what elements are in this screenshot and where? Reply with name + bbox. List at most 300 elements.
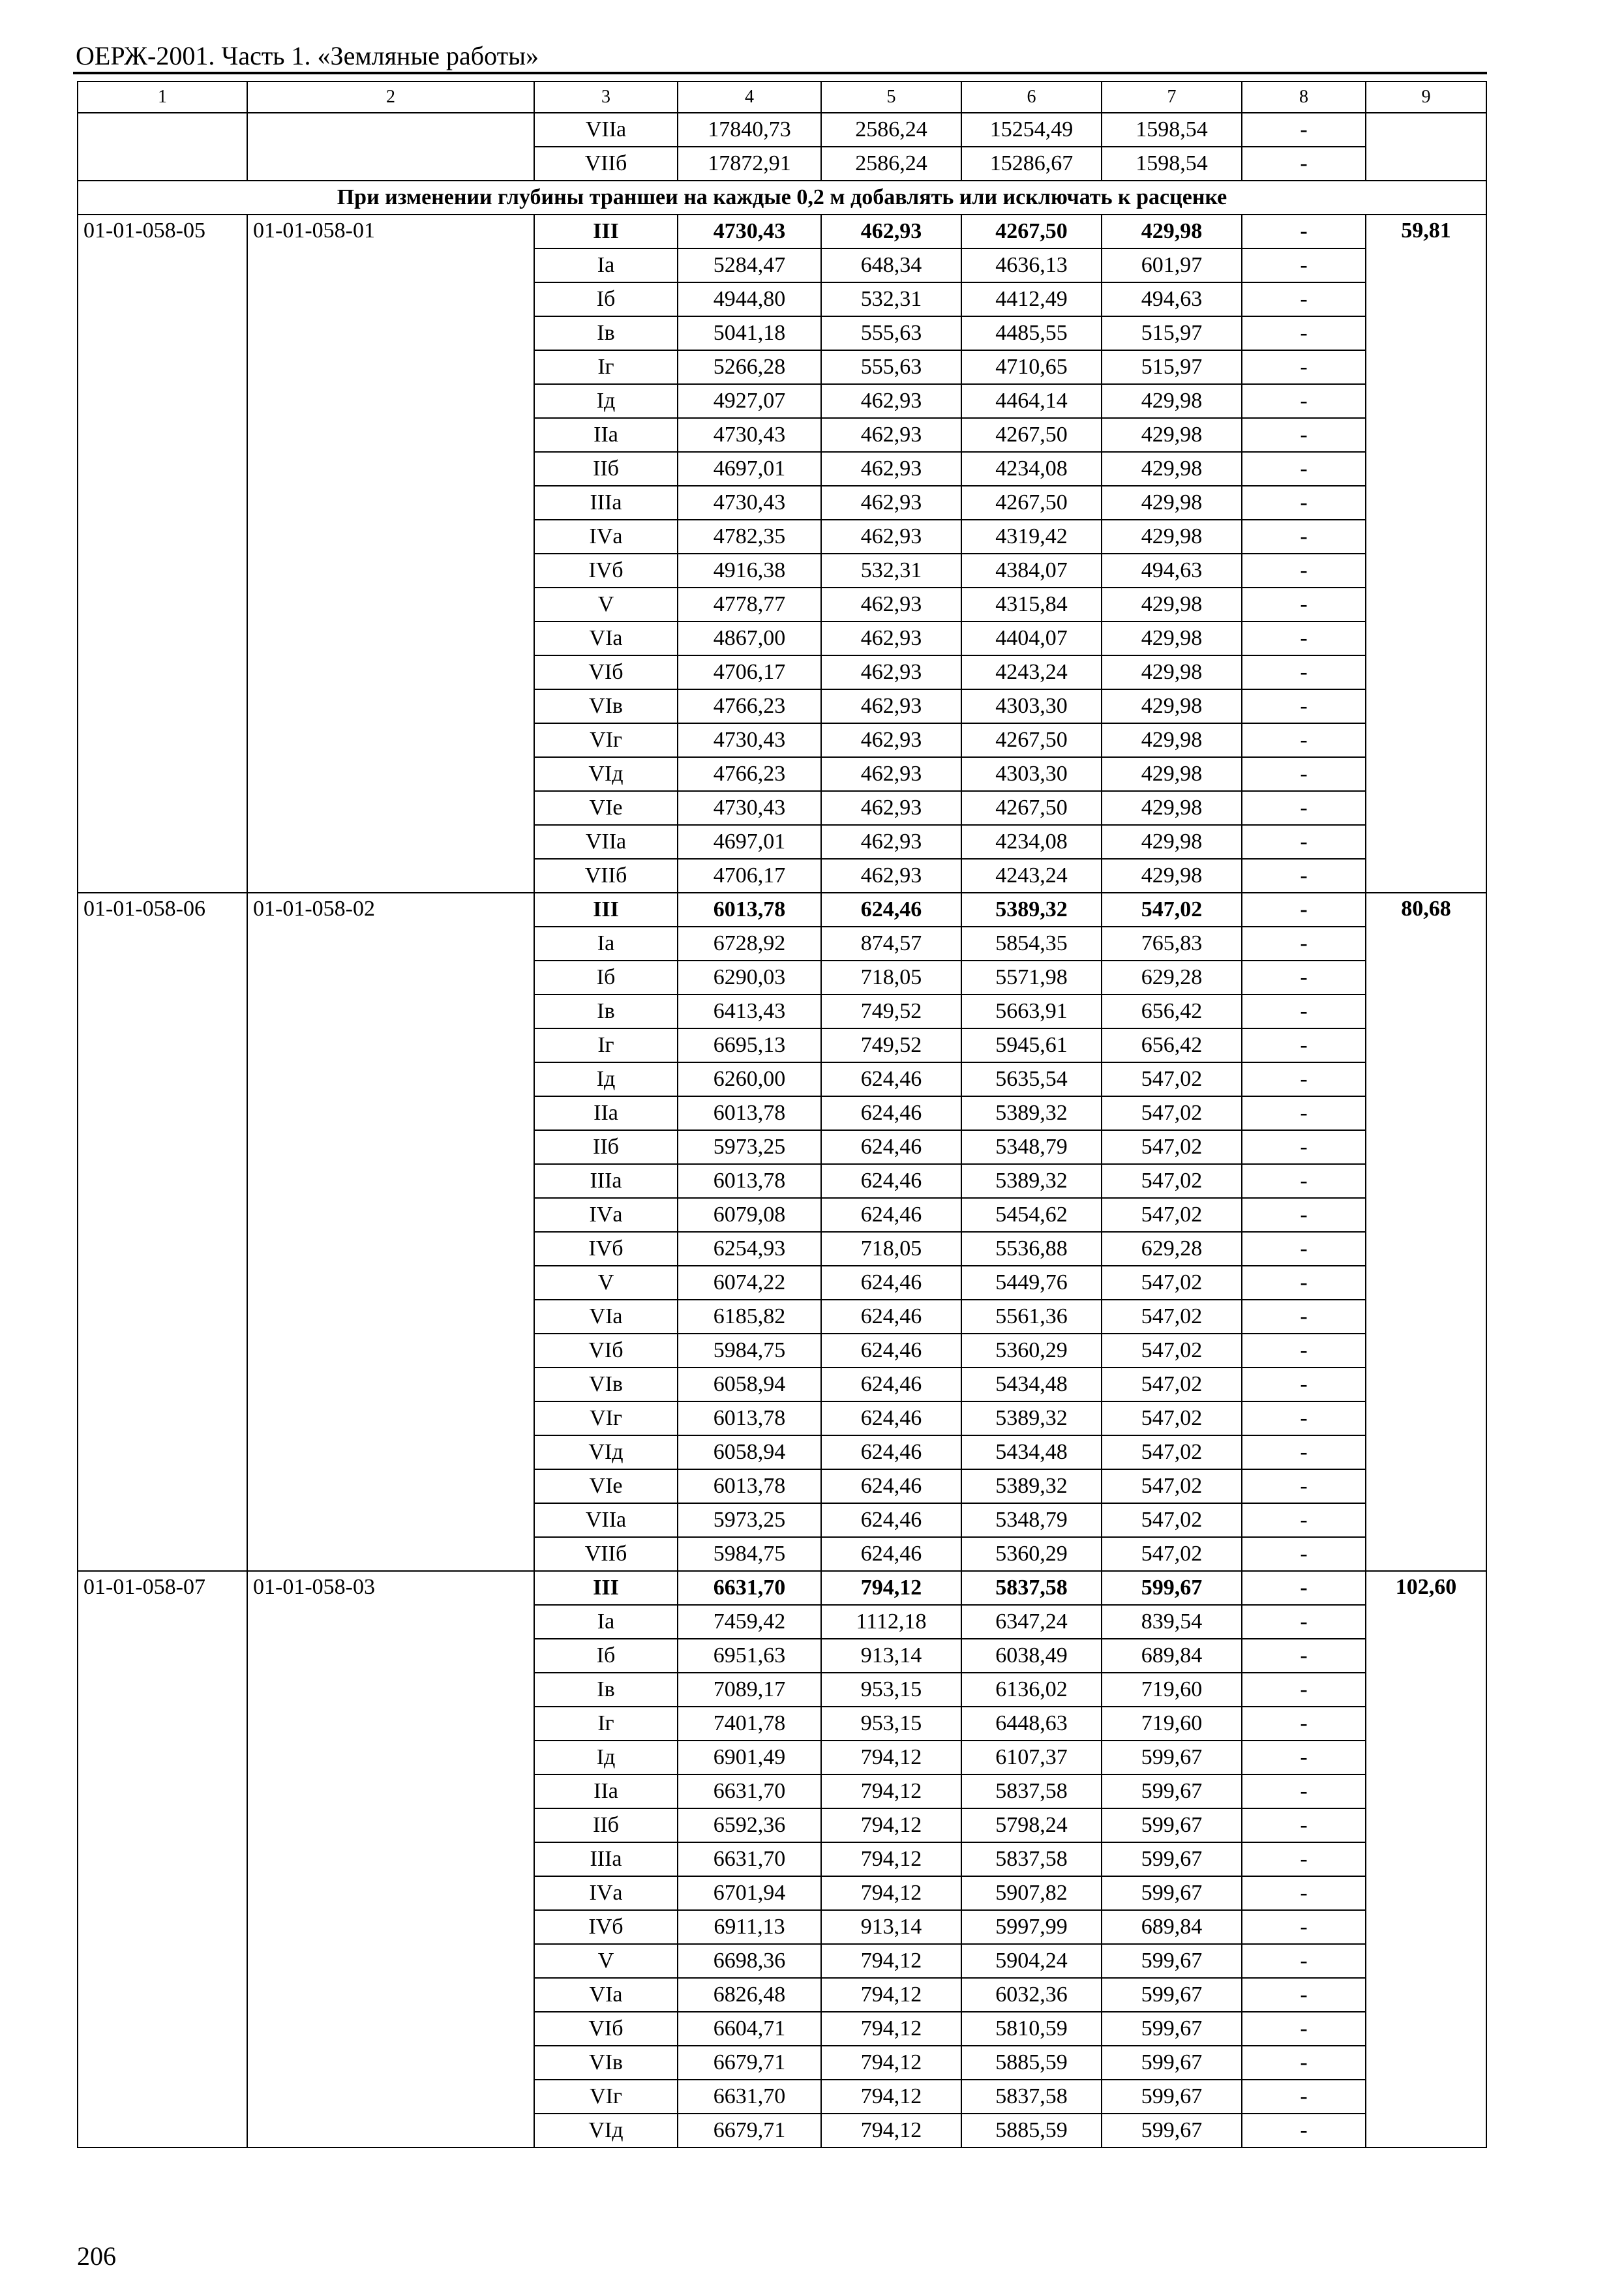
rate-code: 01-01-058-07 bbox=[78, 1571, 247, 2147]
value-cell: - bbox=[1242, 1944, 1366, 1978]
value-cell: - bbox=[1242, 588, 1366, 621]
value-cell: 1598,54 bbox=[1102, 147, 1242, 181]
value-cell: 794,12 bbox=[821, 1774, 961, 1808]
value-cell: 429,98 bbox=[1102, 384, 1242, 418]
value-cell: 4730,43 bbox=[678, 486, 821, 520]
value-cell: 532,31 bbox=[821, 554, 961, 588]
value-cell: - bbox=[1242, 418, 1366, 452]
value-cell: 5360,29 bbox=[961, 1334, 1102, 1368]
value-cell: 4867,00 bbox=[678, 621, 821, 655]
value-cell: 6951,63 bbox=[678, 1639, 821, 1673]
value-cell: 4267,50 bbox=[961, 418, 1102, 452]
value-cell: 599,67 bbox=[1102, 1978, 1242, 2012]
value-cell: 5837,58 bbox=[961, 1842, 1102, 1876]
value-cell: 794,12 bbox=[821, 2012, 961, 2046]
value-cell: 624,46 bbox=[821, 1300, 961, 1334]
value-cell: 5984,75 bbox=[678, 1334, 821, 1368]
value-cell: 624,46 bbox=[821, 1368, 961, 1401]
value-cell: 599,67 bbox=[1102, 2080, 1242, 2114]
value-cell: 6448,63 bbox=[961, 1707, 1102, 1741]
value-cell: 547,02 bbox=[1102, 1503, 1242, 1537]
value-cell: 462,93 bbox=[821, 723, 961, 757]
value-cell: 494,63 bbox=[1102, 282, 1242, 316]
value-cell: 4234,08 bbox=[961, 452, 1102, 486]
value-cell: - bbox=[1242, 1876, 1366, 1910]
value-cell: 429,98 bbox=[1102, 689, 1242, 723]
value-cell: 429,98 bbox=[1102, 452, 1242, 486]
value-cell: 5449,76 bbox=[961, 1266, 1102, 1300]
value-cell: 4730,43 bbox=[678, 418, 821, 452]
value-cell: 5389,32 bbox=[961, 1164, 1102, 1198]
value-cell: 547,02 bbox=[1102, 1266, 1242, 1300]
value-cell: 6290,03 bbox=[678, 961, 821, 995]
value-cell: - bbox=[1242, 1605, 1366, 1639]
value-cell: 913,14 bbox=[821, 1639, 961, 1673]
value-cell: 599,67 bbox=[1102, 2114, 1242, 2147]
value-cell: VIIа bbox=[534, 1503, 678, 1537]
value-cell: 6136,02 bbox=[961, 1673, 1102, 1707]
value-cell: 4315,84 bbox=[961, 588, 1102, 621]
value-cell: 429,98 bbox=[1102, 655, 1242, 689]
value-cell: 749,52 bbox=[821, 1028, 961, 1062]
section-banner: При изменении глубины траншеи на каждые 0,2 м добавлять или исключать к расценке bbox=[78, 181, 1486, 215]
value-cell: 7459,42 bbox=[678, 1605, 821, 1639]
value-cell: IIа bbox=[534, 418, 678, 452]
value-cell: - bbox=[1242, 961, 1366, 995]
value-cell: 547,02 bbox=[1102, 1096, 1242, 1130]
value-cell: 719,60 bbox=[1102, 1673, 1242, 1707]
table-row bbox=[78, 113, 1486, 147]
value-cell: 6679,71 bbox=[678, 2046, 821, 2080]
value-cell: 1598,54 bbox=[1102, 113, 1242, 147]
value-cell: IVб bbox=[534, 1232, 678, 1266]
value-cell: 5635,54 bbox=[961, 1062, 1102, 1096]
value-cell: 5561,36 bbox=[961, 1300, 1102, 1334]
value-cell: - bbox=[1242, 995, 1366, 1028]
value-cell: 15254,49 bbox=[961, 113, 1102, 147]
value-cell: 4778,77 bbox=[678, 588, 821, 621]
value-cell: III bbox=[534, 215, 678, 248]
base-rate-code: 01-01-058-03 bbox=[247, 1571, 534, 2147]
value-cell: 547,02 bbox=[1102, 1334, 1242, 1368]
value-cell: 5041,18 bbox=[678, 316, 821, 350]
value-cell: 6826,48 bbox=[678, 1978, 821, 2012]
value-cell: 4782,35 bbox=[678, 520, 821, 554]
value-cell: 462,93 bbox=[821, 859, 961, 893]
value-cell: 624,46 bbox=[821, 1334, 961, 1368]
value-cell: - bbox=[1242, 350, 1366, 384]
value-cell: 689,84 bbox=[1102, 1639, 1242, 1673]
value-cell: - bbox=[1242, 927, 1366, 961]
value-cell: - bbox=[1242, 893, 1366, 927]
value-cell: - bbox=[1242, 1062, 1366, 1096]
value-cell: - bbox=[1242, 1028, 1366, 1062]
value-cell: 624,46 bbox=[821, 1062, 961, 1096]
value-cell: 4267,50 bbox=[961, 791, 1102, 825]
value-cell: 6074,22 bbox=[678, 1266, 821, 1300]
value-cell: 953,15 bbox=[821, 1673, 961, 1707]
rates-table-container bbox=[77, 81, 1486, 2148]
value-cell: 4267,50 bbox=[961, 215, 1102, 248]
value-cell: 4243,24 bbox=[961, 859, 1102, 893]
value-cell: - bbox=[1242, 2080, 1366, 2114]
value-cell: VIа bbox=[534, 1300, 678, 1334]
rate-code: 01-01-058-05 bbox=[78, 215, 247, 893]
value-cell: VIIб bbox=[534, 859, 678, 893]
value-cell: 599,67 bbox=[1102, 2012, 1242, 2046]
value-cell: - bbox=[1242, 282, 1366, 316]
value-cell: 462,93 bbox=[821, 418, 961, 452]
value-cell: 429,98 bbox=[1102, 757, 1242, 791]
value-cell: - bbox=[1242, 384, 1366, 418]
value-cell: 953,15 bbox=[821, 1707, 961, 1741]
value-cell: 2586,24 bbox=[821, 113, 961, 147]
value-cell: IVб bbox=[534, 1910, 678, 1944]
value-cell: 4319,42 bbox=[961, 520, 1102, 554]
value-cell: - bbox=[1242, 2114, 1366, 2147]
value-cell: - bbox=[1242, 1164, 1366, 1198]
value-cell: 913,14 bbox=[821, 1910, 961, 1944]
value-cell: 547,02 bbox=[1102, 1537, 1242, 1571]
value-cell: IVб bbox=[534, 554, 678, 588]
value-cell: 5810,59 bbox=[961, 2012, 1102, 2046]
value-cell: 6185,82 bbox=[678, 1300, 821, 1334]
value-cell: 6592,36 bbox=[678, 1808, 821, 1842]
value-cell: - bbox=[1242, 621, 1366, 655]
value-cell: 794,12 bbox=[821, 1842, 961, 1876]
value-cell: 547,02 bbox=[1102, 893, 1242, 927]
value-cell: 6013,78 bbox=[678, 1096, 821, 1130]
value-cell: 547,02 bbox=[1102, 1062, 1242, 1096]
value-cell: - bbox=[1242, 1707, 1366, 1741]
value-cell: VIб bbox=[534, 655, 678, 689]
table-body bbox=[78, 113, 1486, 2147]
value-cell: 624,46 bbox=[821, 1469, 961, 1503]
value-cell: 6728,92 bbox=[678, 927, 821, 961]
value-cell: - bbox=[1242, 1368, 1366, 1401]
value-cell: 6058,94 bbox=[678, 1368, 821, 1401]
table-row-main bbox=[78, 215, 1486, 248]
table-row-main bbox=[78, 893, 1486, 927]
value-cell: 462,93 bbox=[821, 757, 961, 791]
value-cell: 462,93 bbox=[821, 689, 961, 723]
value-cell: 624,46 bbox=[821, 1537, 961, 1571]
column-header: 6 bbox=[961, 82, 1102, 113]
value-cell: 624,46 bbox=[821, 1130, 961, 1164]
value-cell: - bbox=[1242, 689, 1366, 723]
value-cell: 874,57 bbox=[821, 927, 961, 961]
value-cell: IIIа bbox=[534, 486, 678, 520]
rates-table bbox=[77, 81, 1487, 2148]
table-row-main bbox=[78, 1571, 1486, 1605]
value-cell: 624,46 bbox=[821, 1503, 961, 1537]
value-cell: 624,46 bbox=[821, 1435, 961, 1469]
value-cell: V bbox=[534, 1266, 678, 1300]
value-cell: 429,98 bbox=[1102, 486, 1242, 520]
column-header: 8 bbox=[1242, 82, 1366, 113]
value-cell: VIг bbox=[534, 723, 678, 757]
value-cell: 5837,58 bbox=[961, 1774, 1102, 1808]
column-header: 7 bbox=[1102, 82, 1242, 113]
value-cell: 4384,07 bbox=[961, 554, 1102, 588]
value-cell: 547,02 bbox=[1102, 1368, 1242, 1401]
value-cell: - bbox=[1242, 1334, 1366, 1368]
base-rate-code: 01-01-058-02 bbox=[247, 893, 534, 1571]
value-cell: 5798,24 bbox=[961, 1808, 1102, 1842]
value-cell: 4267,50 bbox=[961, 486, 1102, 520]
value-cell: - bbox=[1242, 215, 1366, 248]
value-cell: 5837,58 bbox=[961, 1571, 1102, 1605]
value-cell: 624,46 bbox=[821, 893, 961, 927]
value-cell: 6701,94 bbox=[678, 1876, 821, 1910]
value-cell: 429,98 bbox=[1102, 859, 1242, 893]
value-cell: - bbox=[1242, 1978, 1366, 2012]
value-cell: 5973,25 bbox=[678, 1130, 821, 1164]
value-cell: 6631,70 bbox=[678, 1774, 821, 1808]
value-cell: - bbox=[1242, 1842, 1366, 1876]
value-cell: 6698,36 bbox=[678, 1944, 821, 1978]
value-cell: 6013,78 bbox=[678, 893, 821, 927]
column-number-row bbox=[78, 82, 1486, 113]
rate-code: 01-01-058-06 bbox=[78, 893, 247, 1571]
value-cell: 5284,47 bbox=[678, 248, 821, 282]
value-cell: 515,97 bbox=[1102, 350, 1242, 384]
value-cell: - bbox=[1242, 1198, 1366, 1232]
value-cell: 4766,23 bbox=[678, 757, 821, 791]
value-cell: 599,67 bbox=[1102, 1876, 1242, 1910]
value-cell: 6695,13 bbox=[678, 1028, 821, 1062]
value-cell: - bbox=[1242, 1469, 1366, 1503]
value-cell: 6013,78 bbox=[678, 1401, 821, 1435]
value-cell: 462,93 bbox=[821, 588, 961, 621]
value-cell: 5904,24 bbox=[961, 1944, 1102, 1978]
value-cell: - bbox=[1242, 486, 1366, 520]
value-cell: 462,93 bbox=[821, 825, 961, 859]
value-cell: 429,98 bbox=[1102, 825, 1242, 859]
value-cell: Iг bbox=[534, 1028, 678, 1062]
column-header: 9 bbox=[1366, 82, 1486, 113]
value-cell: Iг bbox=[534, 350, 678, 384]
value-cell: - bbox=[1242, 248, 1366, 282]
value-cell: 4303,30 bbox=[961, 757, 1102, 791]
value-cell: 656,42 bbox=[1102, 1028, 1242, 1062]
value-cell: 5984,75 bbox=[678, 1537, 821, 1571]
value-cell: 6032,36 bbox=[961, 1978, 1102, 2012]
value-cell: 429,98 bbox=[1102, 723, 1242, 757]
value-cell: - bbox=[1242, 2012, 1366, 2046]
value-cell: III bbox=[534, 1571, 678, 1605]
page-header bbox=[73, 37, 1487, 74]
value-cell: - bbox=[1242, 1300, 1366, 1334]
value-cell: - bbox=[1242, 859, 1366, 893]
value-cell: 5945,61 bbox=[961, 1028, 1102, 1062]
value-cell: 6631,70 bbox=[678, 1571, 821, 1605]
value-cell: - bbox=[1242, 1435, 1366, 1469]
value-cell: - bbox=[1242, 723, 1366, 757]
value-cell: 5389,32 bbox=[961, 1401, 1102, 1435]
value-cell: VIIа bbox=[534, 825, 678, 859]
value-cell: 17840,73 bbox=[678, 113, 821, 147]
value-cell: - bbox=[1242, 1096, 1366, 1130]
value-cell: - bbox=[1242, 1571, 1366, 1605]
value-cell: 429,98 bbox=[1102, 215, 1242, 248]
value-cell: 5454,62 bbox=[961, 1198, 1102, 1232]
section-banner-row bbox=[78, 181, 1486, 215]
value-cell: Iв bbox=[534, 995, 678, 1028]
value-cell: Iб bbox=[534, 1639, 678, 1673]
value-cell: VIд bbox=[534, 2114, 678, 2147]
value-cell: 4464,14 bbox=[961, 384, 1102, 418]
value-cell: 719,60 bbox=[1102, 1707, 1242, 1741]
value-cell: 599,67 bbox=[1102, 1808, 1242, 1842]
value-cell: 624,46 bbox=[821, 1164, 961, 1198]
value-cell: VIд bbox=[534, 1435, 678, 1469]
value-cell: 7089,17 bbox=[678, 1673, 821, 1707]
value-cell: 794,12 bbox=[821, 1978, 961, 2012]
value-cell: 6107,37 bbox=[961, 1741, 1102, 1774]
column-header: 3 bbox=[534, 82, 678, 113]
value-cell: 2586,24 bbox=[821, 147, 961, 181]
value-cell: 429,98 bbox=[1102, 520, 1242, 554]
value-cell: VIб bbox=[534, 1334, 678, 1368]
value-cell: 5389,32 bbox=[961, 893, 1102, 927]
value-cell: 5434,48 bbox=[961, 1435, 1102, 1469]
value-cell: 6631,70 bbox=[678, 1842, 821, 1876]
value-cell: III bbox=[534, 893, 678, 927]
value-cell: 462,93 bbox=[821, 621, 961, 655]
value-cell: 547,02 bbox=[1102, 1300, 1242, 1334]
value-cell: 599,67 bbox=[1102, 1741, 1242, 1774]
value-cell: 462,93 bbox=[821, 384, 961, 418]
value-cell: 599,67 bbox=[1102, 1774, 1242, 1808]
value-cell: 656,42 bbox=[1102, 995, 1242, 1028]
value-cell: - bbox=[1242, 1639, 1366, 1673]
value-cell: 5837,58 bbox=[961, 2080, 1102, 2114]
value-cell: 599,67 bbox=[1102, 1944, 1242, 1978]
value-cell: - bbox=[1242, 757, 1366, 791]
value-cell: IIа bbox=[534, 1774, 678, 1808]
value-cell: 547,02 bbox=[1102, 1164, 1242, 1198]
value-cell: 515,97 bbox=[1102, 316, 1242, 350]
document-title: ОЕРЖ-2001. Часть 1. «Земляные работы» bbox=[76, 41, 539, 70]
value-cell: 547,02 bbox=[1102, 1435, 1242, 1469]
column-header: 2 bbox=[247, 82, 534, 113]
column-header: 1 bbox=[78, 82, 247, 113]
value-cell: 1112,18 bbox=[821, 1605, 961, 1639]
page-number: 206 bbox=[77, 2241, 116, 2271]
value-cell: 429,98 bbox=[1102, 621, 1242, 655]
value-cell: 624,46 bbox=[821, 1198, 961, 1232]
value-cell: 4766,23 bbox=[678, 689, 821, 723]
value-cell: 4710,65 bbox=[961, 350, 1102, 384]
value-cell: 599,67 bbox=[1102, 2046, 1242, 2080]
value-cell: 599,67 bbox=[1102, 1571, 1242, 1605]
value-cell: Iв bbox=[534, 316, 678, 350]
value-cell: 4916,38 bbox=[678, 554, 821, 588]
col9-value: 80,68 bbox=[1366, 893, 1486, 1571]
value-cell: 718,05 bbox=[821, 1232, 961, 1266]
value-cell: IVа bbox=[534, 520, 678, 554]
value-cell: Iб bbox=[534, 282, 678, 316]
value-cell: 6254,93 bbox=[678, 1232, 821, 1266]
value-cell: - bbox=[1242, 1774, 1366, 1808]
value-cell: Iд bbox=[534, 1062, 678, 1096]
col9-value: 59,81 bbox=[1366, 215, 1486, 893]
value-cell: Iд bbox=[534, 384, 678, 418]
value-cell: Iа bbox=[534, 1605, 678, 1639]
base-code-cell bbox=[247, 113, 534, 181]
value-cell: IIIа bbox=[534, 1842, 678, 1876]
value-cell: 6604,71 bbox=[678, 2012, 821, 2046]
value-cell: 4243,24 bbox=[961, 655, 1102, 689]
value-cell: Iд bbox=[534, 1741, 678, 1774]
value-cell: 429,98 bbox=[1102, 791, 1242, 825]
value-cell: 5434,48 bbox=[961, 1368, 1102, 1401]
value-cell: 462,93 bbox=[821, 215, 961, 248]
value-cell: 5389,32 bbox=[961, 1469, 1102, 1503]
value-cell: - bbox=[1242, 1537, 1366, 1571]
code-cell bbox=[78, 113, 247, 181]
value-cell: 624,46 bbox=[821, 1401, 961, 1435]
value-cell: 6413,43 bbox=[678, 995, 821, 1028]
value-cell: - bbox=[1242, 147, 1366, 181]
value-cell: - bbox=[1242, 1130, 1366, 1164]
value-cell: 629,28 bbox=[1102, 961, 1242, 995]
value-cell: IIб bbox=[534, 1130, 678, 1164]
value-cell: 5885,59 bbox=[961, 2046, 1102, 2080]
value-cell: 794,12 bbox=[821, 2114, 961, 2147]
value-cell: 5663,91 bbox=[961, 995, 1102, 1028]
value-cell: IVа bbox=[534, 1876, 678, 1910]
value-cell: 4730,43 bbox=[678, 791, 821, 825]
value-cell: 6013,78 bbox=[678, 1469, 821, 1503]
value-cell: V bbox=[534, 1944, 678, 1978]
value-cell: 5973,25 bbox=[678, 1503, 821, 1537]
value-cell: 547,02 bbox=[1102, 1469, 1242, 1503]
value-cell: 6901,49 bbox=[678, 1741, 821, 1774]
value-cell: 5854,35 bbox=[961, 927, 1102, 961]
value-cell: 5997,99 bbox=[961, 1910, 1102, 1944]
value-cell: 462,93 bbox=[821, 520, 961, 554]
value-cell: 624,46 bbox=[821, 1266, 961, 1300]
value-cell: 429,98 bbox=[1102, 418, 1242, 452]
value-cell: 555,63 bbox=[821, 350, 961, 384]
value-cell: VIв bbox=[534, 2046, 678, 2080]
value-cell: VIе bbox=[534, 1469, 678, 1503]
column-header: 4 bbox=[678, 82, 821, 113]
value-cell: 794,12 bbox=[821, 1808, 961, 1842]
value-cell: 4267,50 bbox=[961, 723, 1102, 757]
value-cell: VIIа bbox=[534, 113, 678, 147]
value-cell: 794,12 bbox=[821, 2046, 961, 2080]
value-cell: 462,93 bbox=[821, 791, 961, 825]
value-cell: 547,02 bbox=[1102, 1198, 1242, 1232]
value-cell: - bbox=[1242, 655, 1366, 689]
value-cell: 6911,13 bbox=[678, 1910, 821, 1944]
value-cell: 689,84 bbox=[1102, 1910, 1242, 1944]
value-cell: 601,97 bbox=[1102, 248, 1242, 282]
value-cell: 4697,01 bbox=[678, 825, 821, 859]
value-cell: 749,52 bbox=[821, 995, 961, 1028]
value-cell: IVа bbox=[534, 1198, 678, 1232]
value-cell: Iа bbox=[534, 927, 678, 961]
value-cell: 6631,70 bbox=[678, 2080, 821, 2114]
value-cell: - bbox=[1242, 1910, 1366, 1944]
value-cell: 6679,71 bbox=[678, 2114, 821, 2147]
value-cell: - bbox=[1242, 1232, 1366, 1266]
value-cell: - bbox=[1242, 1741, 1366, 1774]
value-cell: - bbox=[1242, 520, 1366, 554]
